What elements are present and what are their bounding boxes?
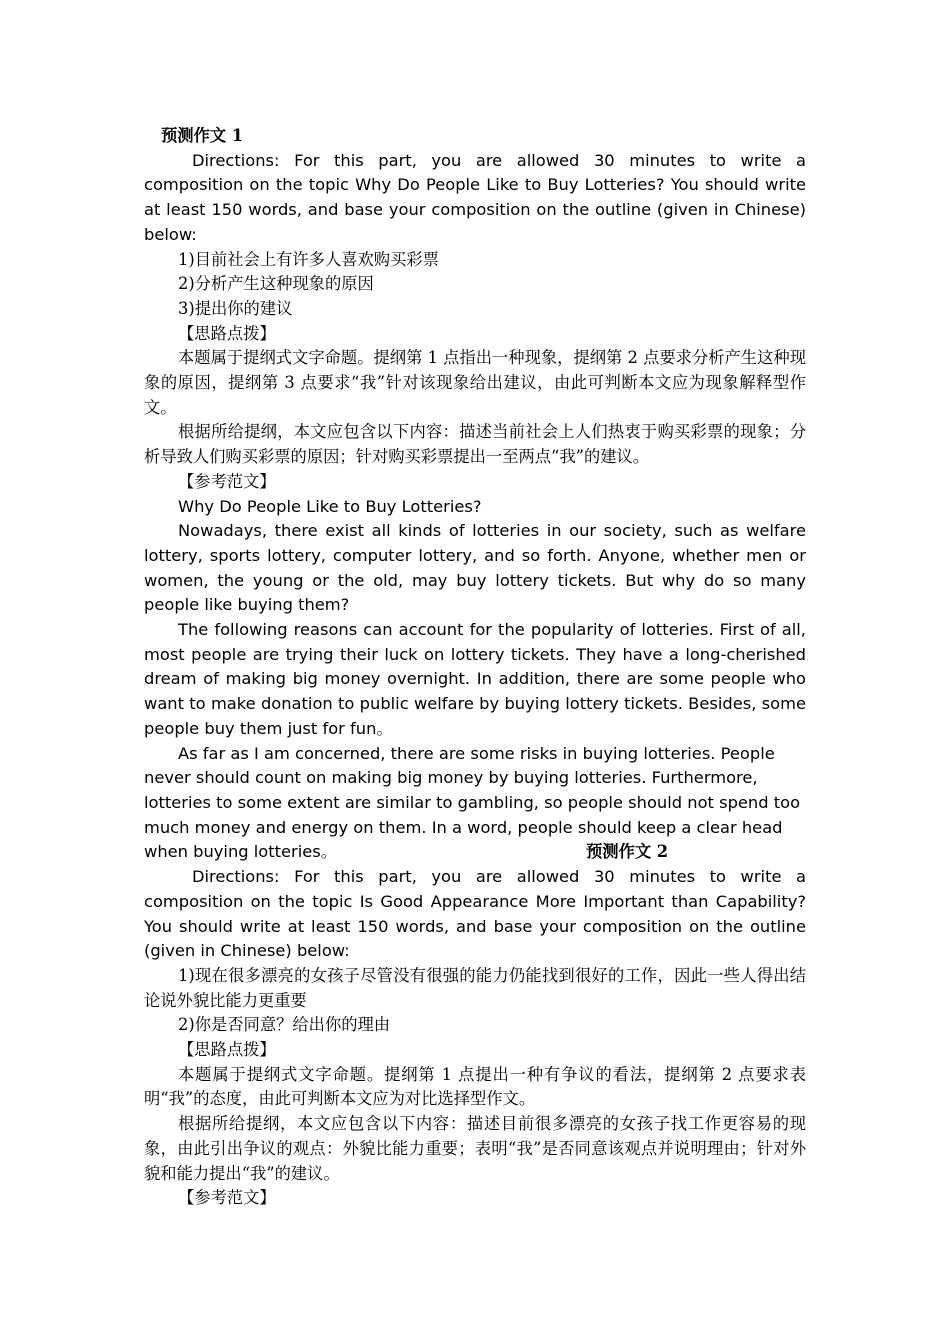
essay1-hint-paragraph: 本题属于提纲式文字命题。提纲第 1 点指出一种现象，提纲第 2 点要求分析产生这种现象的原因，提纲第 3 点要求“我”针对该现象给出建议，由此可判断本文应为现象解释型作文。 [144,348,806,417]
essay2-hint-paragraph: 根据所给提纲，本文应包含以下内容：描述目前很多漂亮的女孩子找工作更容易的现象，由此引出争议的观点：外貌比能力重要；表明“我”是否同意该观点并说明理由；针对外貌和能力提出“我”的建议。 [144,1114,806,1183]
essay1-sample-heading: 【参考范文】 [178,471,276,491]
essay1-directions: Directions: For this part, you are allowed 30 minutes to write a composition on the topic Why Do People Like to Buy Lotteries? You should write at least 150 words, and base your composition on the outline (given in Chinese) below: [144,150,806,244]
essay1-hint-heading: 【思路点拨】 [178,323,276,343]
essay1-outline-item: 2)分析产生这种现象的原因 [178,274,374,294]
essay2-title: 预测作文 2 [586,842,669,862]
essay1-sample-paragraph: The following reasons can account for the popularity of lotteries. First of all, most people are trying their luck on lottery tickets. They have a long-cherished dream of making big money overnight. In addition, there are some people who want to make donation to public welfare by buying lottery tickets. Besides, some people buy them just for fun。 [144,620,806,738]
essay1-sample-paragraph: Nowadays, there exist all kinds of lotteries in our society, such as welfare lottery, sports lottery, computer lottery, and so forth. Anyone, whether men or women, the young or the old, may buy lottery tickets. But why do so many people like buying them? [144,521,806,615]
essay2-hint-paragraph: 本题属于提纲式文字命题。提纲第 1 点提出一种有争议的看法，提纲第 2 点要求表明“我”的态度，由此可判断本文应为对比选择型作文。 [144,1064,806,1109]
essay1-sample-paragraph: As far as I am concerned, there are some risks in buying lotteries. People never should count on making big money by buying lotteries. Furthermore, lotteries to some extent are similar to gambling, so people should not spend too much money and energy on them. In a word, people should keep a clear head when buying lotteries。 [144,743,801,862]
essay2-sample-heading: 【参考范文】 [178,1188,276,1208]
essay1-hint-paragraph: 根据所给提纲，本文应包含以下内容：描述当前社会上人们热衷于购买彩票的现象；分析导致人们购买彩票的原因；针对购买彩票提出一至两点“我”的建议。 [144,422,806,467]
document-page [144,124,806,1211]
essay2-directions: Directions: For this part, you are allowed 30 minutes to write a composition on the topic Is Good Appearance More Important than Capability? You should write at least 150 words, and base your composition on the outline (given in Chinese) below: [144,867,806,961]
essay2-hint-heading: 【思路点拨】 [178,1040,276,1060]
essay1-outline-item: 3)提出你的建议 [178,298,293,318]
essay1-title: 预测作文 1 [161,126,244,145]
essay2-outline-item: 1)现在很多漂亮的女孩子尽管没有很强的能力仍能找到很好的工作，因此一些人得出结论说外貌比能力更重要 [144,965,806,1010]
essay1-outline-item: 1)目前社会上有许多人喜欢购买彩票 [178,249,439,269]
essay1-sample-title: Why Do People Like to Buy Lotteries? [178,496,482,516]
essay2-outline-item: 2)你是否同意？给出你的理由 [178,1015,391,1035]
